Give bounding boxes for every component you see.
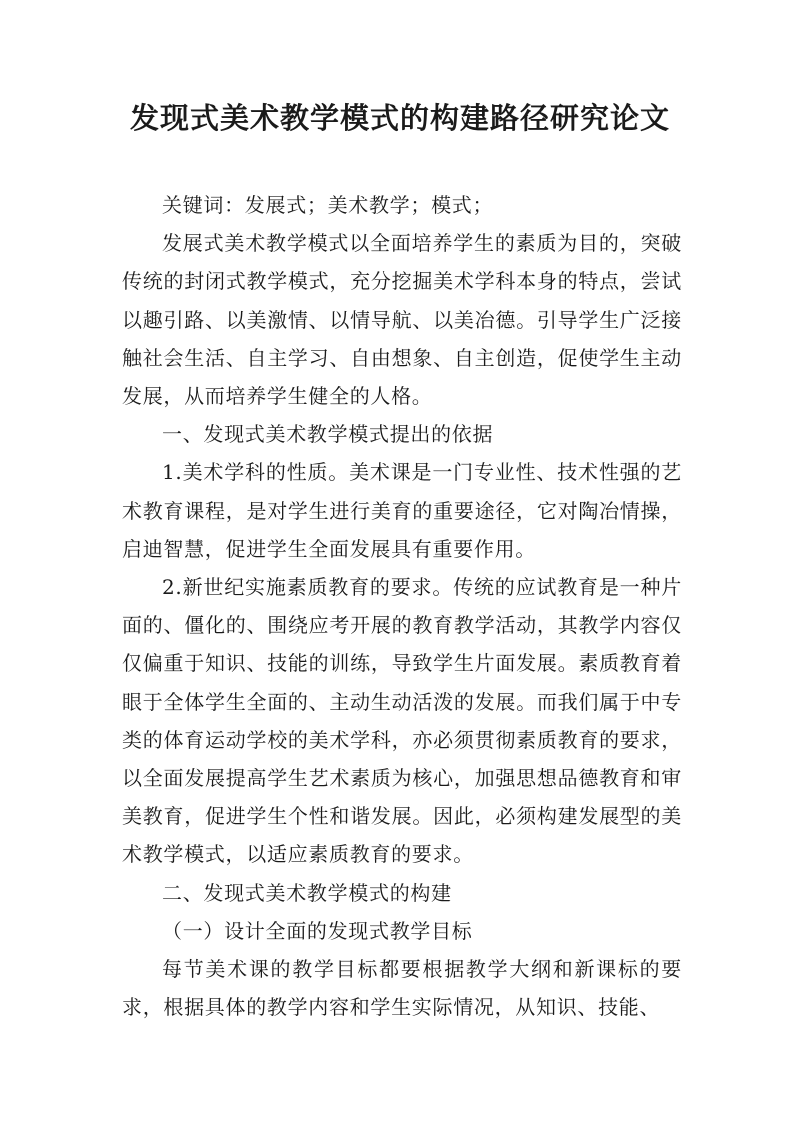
subsection-heading-1: （一）设计全面的发现式教学目标 (162, 918, 473, 943)
basis-paragraph-2: 2.新世纪实施素质教育的要求。传统的应试教育是一种片面的、僵化的、围绕应考开展的教育教学活动，其教学内容仅仅偏重于知识、技能的训练，导致学生片面发展。素质教育着眼于全体学生全面的、主动生动活泼的发展。而我们属于中专类的体育运动学校的美术学科，亦必须贯彻素质教育的要求，以全面发展提高学生艺术素质为核心，加强思想品德教育和审美教育，促进学生个性和谐发展。因此，必须构建发展型的美术教学模式，以适应素质教育的要求。 (122, 575, 682, 867)
objective-paragraph: 每节美术课的教学目标都要根据教学大纲和新课标的要求，根据具体的教学内容和学生实际情况，从知识、技能、 (122, 957, 682, 1020)
section-heading-2: 二、发现式美术教学模式的构建 (162, 880, 452, 905)
section-heading-1: 一、发现式美术教学模式提出的依据 (162, 422, 494, 447)
intro-paragraph: 发展式美术教学模式以全面培养学生的素质为目的，突破传统的封闭式教学模式，充分挖掘美术学科本身的特点，尝试以趣引路、以美激情、以情导航、以美冶德。引导学生广泛接触社会生活、自主学习、自由想象、自主创造，促使学生主动发展，从而培养学生健全的人格。 (122, 231, 682, 409)
document-title: 发现式美术教学模式的构建路径研究论文 (129, 101, 670, 135)
document-body (122, 186, 682, 1026)
keywords-paragraph: 关键词：发展式；美术教学；模式； (162, 193, 494, 217)
basis-paragraph-1: 1.美术学科的性质。美术课是一门专业性、技术性强的艺术教育课程，是对学生进行美育的重要途径，它对陶冶情操，启迪智慧，促进学生全面发展具有重要作用。 (122, 460, 682, 561)
